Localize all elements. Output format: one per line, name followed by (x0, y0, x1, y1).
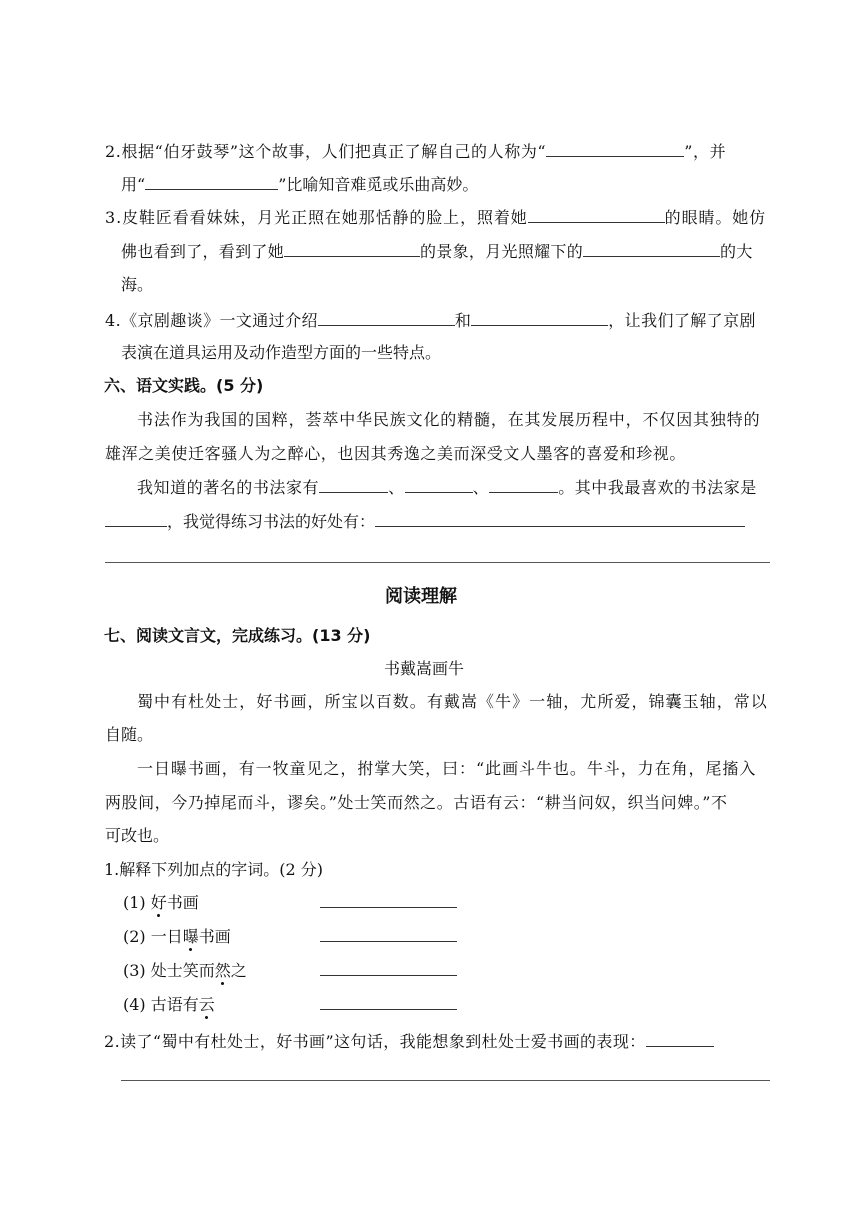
vocab-answer-blank[interactable] (320, 995, 457, 1015)
item-number: (1) (123, 893, 146, 912)
q5-item3-text-c2: 的景象，月光照耀下的 (420, 242, 584, 261)
q5-item3-text-b: 的眼睛。她仿 (664, 208, 767, 227)
q5-item4-text-d: 表演在道具运用及动作造型方面的一些特点。 (121, 343, 442, 362)
vocab-before: 处士笑而 (150, 961, 215, 980)
q5-item2-line1 (105, 142, 726, 162)
q5-item3-line1 (105, 208, 766, 228)
vocab-after: 书画 (198, 927, 231, 946)
passage-p2-line2: 两股间，今乃掉尾而斗，谬矣。”处士笑而然之。古语有云：“耕当问奴，织当问婢。”不 (105, 793, 728, 812)
vocab-before: 古语有 (150, 995, 199, 1014)
q5-item3-line3 (121, 275, 153, 295)
q6-para2-text-b: 。其中我最喜欢的书法家是 (558, 478, 757, 497)
vocab-answer-blank[interactable] (320, 893, 457, 913)
passage-title: 书戴嵩画牛 (384, 659, 465, 678)
q6-para1-line1: 书法作为我国的国粹，荟萃中华民族文化的精髓，在其发展历程中，不仅因其独特的 (137, 410, 761, 429)
passage-p1-line1: 蜀中有杜处士，好书画，所宝以百数。有戴嵩《牛》一轴，尤所爱，锦囊玉轴，常以 (137, 692, 768, 711)
section-title: 阅读理解 (385, 586, 457, 607)
dotted-character: 然 (214, 961, 231, 980)
q5-item4-line1 (105, 311, 756, 331)
vocab-before: 一日 (150, 927, 183, 946)
vocab-answer-blank[interactable] (320, 961, 457, 981)
scene-blank[interactable] (284, 242, 420, 257)
q5-item2-text-c1: 用“ (121, 175, 146, 194)
gaoshan-blank[interactable] (145, 175, 278, 190)
q5-item3-line2 (121, 242, 753, 262)
q5-item3-text-c1: 佛也看到了，看到了她 (121, 242, 285, 261)
item-number: (3) (123, 961, 146, 980)
eyes-blank[interactable] (528, 208, 665, 223)
q6-para2-text-a: 我知道的著名的书法家有 (137, 478, 320, 497)
q7-sub2 (104, 1032, 714, 1052)
q5-item4-line2 (121, 343, 441, 363)
q6-para2-line2 (105, 512, 745, 532)
passage-p2-line3: 可改也。 (105, 826, 170, 845)
separator: 、 (388, 478, 405, 497)
calligrapher-blank-3[interactable] (489, 478, 558, 493)
favorite-calligrapher-blank[interactable] (105, 512, 167, 527)
q6-para2-text-c: ，我觉得练习书法的好处有： (167, 512, 376, 531)
vocab-item (123, 927, 231, 947)
vocab-item (123, 961, 247, 981)
vocab-item (123, 995, 215, 1015)
q7-sub2-text: 2.读了“蜀中有杜处士，好书画”这句话，我能想象到杜处士爱书画的表现： (104, 1032, 646, 1051)
dotted-character: 云 (198, 995, 215, 1014)
q6-para2-line1 (137, 478, 757, 498)
dotted-character: 曝 (182, 927, 199, 946)
answer-line[interactable] (105, 562, 770, 563)
q7-heading: 七、阅读文言文，完成练习。(13 分) (104, 626, 371, 645)
q5-item3-text-d: 海。 (121, 275, 154, 294)
q5-item3-text-a: 3.皮鞋匠看看妹妹，月光正照在她那恬静的脸上，照着她 (105, 208, 528, 227)
q5-item4-text-b: 和 (454, 311, 472, 330)
sea-blank[interactable] (583, 242, 720, 257)
q6-para1-line2: 雄浑之美使迁客骚人为之醉心，也因其秀逸之美而深受文人墨客的喜爱和珍视。 (105, 444, 687, 463)
vocab-after: 之 (230, 961, 247, 980)
q5-item2-text-a: 2.根据“伯牙鼓琴”这个故事，人们把真正了解自己的人称为“ (105, 142, 547, 161)
q5-item2-text-c2: ”比喻知音难觅或乐曲高妙。 (278, 175, 479, 194)
dotted-character: 好 (150, 893, 167, 912)
jingju-blank-2[interactable] (471, 311, 608, 326)
item-number: (4) (123, 995, 146, 1014)
separator: 、 (472, 478, 490, 497)
q5-item4-text-c: ，让我们了解了京剧 (608, 311, 756, 330)
benefits-blank[interactable] (375, 512, 745, 527)
zhiyin-blank[interactable] (546, 142, 684, 157)
jingju-blank-1[interactable] (318, 311, 455, 326)
vocab-item (123, 893, 199, 913)
q5-item3-text-c3: 的大 (720, 242, 753, 261)
calligrapher-blank-1[interactable] (319, 478, 388, 493)
q7-sub1: 1.解释下列加点的字词。(2 分) (104, 860, 324, 879)
calligrapher-blank-2[interactable] (405, 478, 473, 493)
q6-heading: 六、语文实践。(5 分) (104, 376, 264, 395)
item-number: (2) (123, 927, 146, 946)
vocab-after: 书画 (166, 893, 199, 912)
vocab-answer-blank[interactable] (320, 927, 457, 947)
sub2-answer-blank[interactable] (646, 1032, 714, 1047)
passage-p2-line1: 一日曝书画，有一牧童见之，拊掌大笑，曰：“此画斗牛也。牛斗，力在角，尾搐入 (137, 759, 757, 778)
answer-line[interactable] (121, 1080, 770, 1081)
q5-item4-text-a: 4.《京剧趣谈》一文通过介绍 (105, 311, 318, 330)
q5-item2-line2 (121, 175, 478, 195)
q5-item2-text-b: ”，并 (684, 142, 727, 161)
passage-p1-line2: 自随。 (105, 725, 154, 744)
